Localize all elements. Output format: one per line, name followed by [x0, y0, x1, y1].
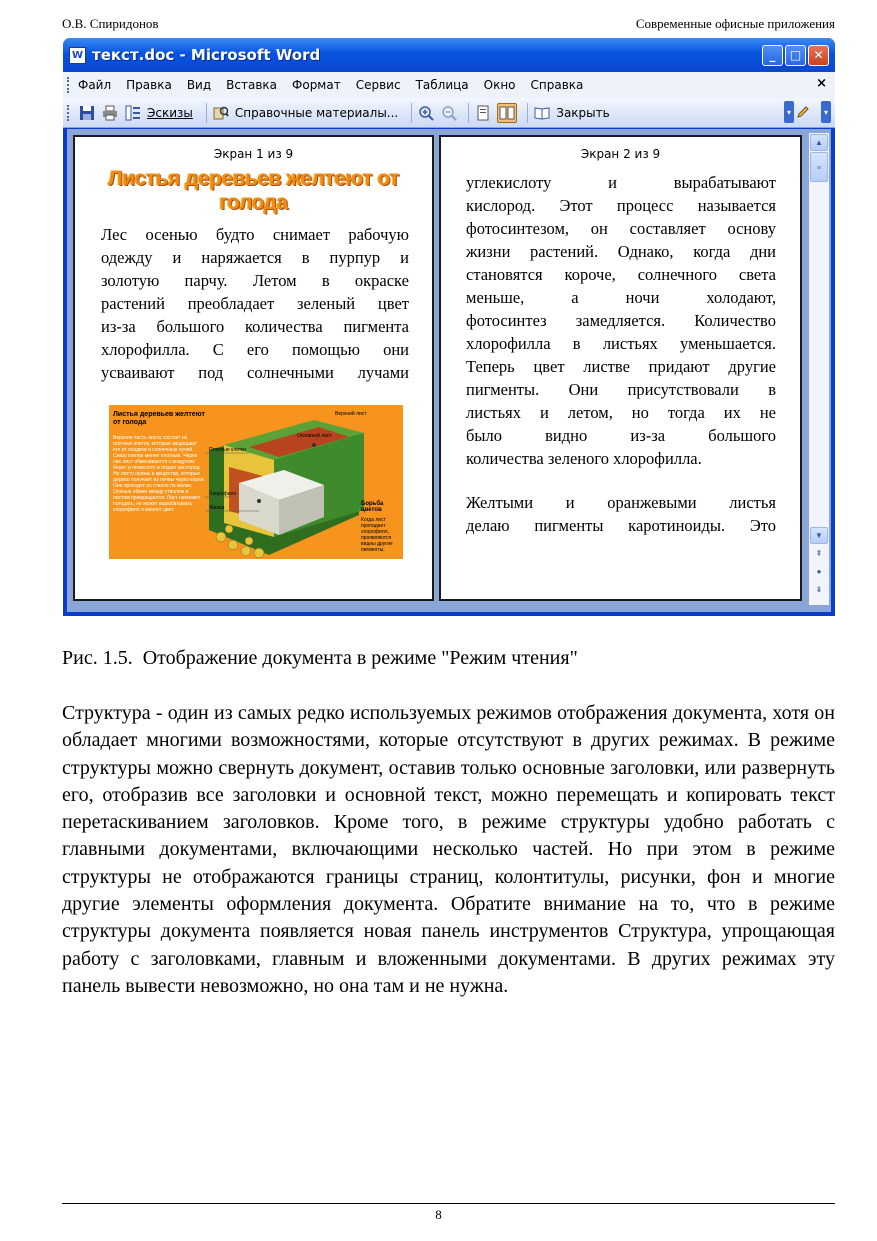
thumbnails-icon[interactable]	[124, 104, 142, 122]
screen-1-label: Экран 1 из 9	[213, 147, 294, 161]
text-line: растений преобладает зеленый цвет	[101, 294, 409, 313]
previous-page-icon[interactable]: ⇞	[810, 545, 828, 562]
toolbar-grip-icon[interactable]	[67, 105, 72, 121]
text-line: меньше, а ночи холодают,	[466, 288, 776, 307]
text-line: становятся короче, солнечного света	[466, 265, 776, 284]
toolbar-options-icon[interactable]: ▾	[821, 101, 831, 123]
text-line: Лес осенью будто снимает рабочую	[101, 225, 409, 244]
toolbar-options-icon[interactable]: ▾	[784, 101, 794, 123]
menu-file[interactable]: Файл	[78, 78, 112, 92]
text-line: золотую парчу. Летом в окраске	[101, 271, 409, 290]
word-doc-icon[interactable]: W	[69, 47, 86, 64]
body-paragraph: Структура - один из самых редко используемых режимов отображения документа, хотя он обладает многими возможностями, которые отсутствуют в других режимах. В режиме структуры можно свернуть документ, оставив только основные заголовки, или развернуть его, отобразив все заголовки и основной текст, можно перемещать и копировать текст перетаскиванием заголовков. Кроме того, в режиме структуры удобно работать с главными документами, включающими несколько частей. Но при этом в режиме структуры не отображаются границы страниц, колонтитулы, рисунки, фон и многие другие элементы оформления документа. Обратите внимание на то, что в режиме структуры документа появляется новая панель инструментов Структура, упрощающая работу с заголовками, главным и вложенными документами. В других режимах эту панель вывести невозможно, но она там и не нужна.	[62, 702, 835, 997]
screen-2-text	[466, 171, 776, 470]
menu-grip-icon[interactable]	[67, 77, 72, 93]
footer-divider	[62, 1203, 835, 1204]
two-pages-icon[interactable]	[497, 103, 517, 123]
figure-caption: Рис. 1.5. Отображение документа в режиме "Режим чтения"	[62, 647, 578, 669]
text-line: хлорофилла. С его помощью они	[101, 340, 409, 359]
screen-2-label: Экран 2 из 9	[580, 147, 661, 161]
menu-format[interactable]: Формат	[292, 78, 341, 92]
leaf-illustration	[109, 405, 403, 559]
toolbar-separator	[527, 103, 528, 123]
zoom-in-icon[interactable]	[417, 104, 435, 122]
close-document-icon[interactable]: ×	[816, 76, 827, 91]
text-line: кислород. Этот процесс называется	[466, 196, 776, 215]
text-line: усваивают под солнечными лучами	[101, 363, 409, 382]
toolbar-separator	[411, 103, 412, 123]
window-title: текст.doc - Microsoft Word	[92, 46, 321, 64]
close-reading-icon[interactable]	[533, 104, 551, 122]
reading-layout-area	[67, 129, 831, 612]
text-line: пигменты. Они присутствовали в	[466, 380, 776, 399]
article-heading: Листья деревьев желтеют от голода	[107, 167, 400, 214]
next-page-icon[interactable]: ⇟	[810, 581, 828, 598]
vertical-scrollbar[interactable]	[809, 133, 829, 605]
text-line: было видно из-за большого	[466, 426, 776, 445]
research-button[interactable]: Справочные материалы...	[234, 105, 399, 120]
text-line: из-за большого количества пигмента	[101, 317, 409, 336]
text-line: фотосинтез замедляется. Количество	[466, 311, 776, 330]
close-reading-button[interactable]: Закрыть	[556, 105, 610, 120]
actual-page-icon[interactable]	[474, 104, 492, 122]
toolbar-separator	[206, 103, 207, 123]
save-icon[interactable]	[78, 104, 96, 122]
text-line: количества зеленого хлорофилла.	[466, 449, 702, 468]
text-line: жизни растений. Однако, когда дни	[466, 242, 776, 261]
screen-2-text-continued	[466, 491, 776, 537]
text-line: делаю пигменты каротиноиды. Это	[466, 516, 776, 535]
menu-help[interactable]: Справка	[530, 78, 584, 92]
reading-screen-1	[73, 135, 434, 601]
label-upper-leaf: Верхний лист	[335, 411, 367, 417]
maximize-button[interactable]: □	[785, 45, 806, 66]
minimize-button[interactable]: _	[762, 45, 783, 66]
edit-icon[interactable]	[794, 103, 812, 121]
scroll-down-icon[interactable]: ▼	[810, 527, 828, 544]
text-line: листьях и летом, но тогда их не	[466, 403, 776, 422]
thumbnails-button[interactable]: Эскизы	[147, 105, 193, 120]
text-line: углекислоту и вырабатывают	[466, 173, 776, 192]
text-line: фотосинтезом, он составляет основу	[466, 219, 776, 238]
print-icon[interactable]	[101, 104, 119, 122]
running-header-book-title: Современные офисные приложения	[635, 16, 835, 31]
leaf-cross-section-icon	[109, 405, 403, 559]
title-bar[interactable]	[63, 38, 835, 72]
running-header	[62, 16, 835, 32]
text-line: одежду и наряжается в пурпур и	[101, 248, 409, 267]
zoom-out-icon[interactable]	[440, 104, 458, 122]
screen-1-text	[101, 223, 409, 384]
label-main-leaf: Основной лист	[297, 433, 332, 439]
label-struggle-text: Когда лист пропадает хлорофилл, проявляются видны другие пигменты.	[361, 517, 393, 553]
word-window	[63, 38, 835, 616]
label-dense-cells: Плотные клетки	[209, 447, 247, 453]
close-button[interactable]: ✕	[808, 45, 829, 66]
text-line: Теперь цвет листве придают другие	[466, 357, 776, 376]
reading-screen-2	[439, 135, 802, 601]
figure-text: Верхняя часть листа состоит из плотных клеток, которые защищают его от осадков и солнечных лучей. Снизу клетки менее плотные. Через них лист обменивается с воздухом: берет углекислоту и отдает кислород. Но листу нужны и вещества, которые дерево получает из почвы через корни. Они проходят из ствола по жилке. Осенью обмен между стволом и листом прекращается. Лист начинает голодать, не может вырабатывать хлорофилл и меняет цвет.	[113, 435, 205, 513]
menu-tools[interactable]: Сервис	[355, 78, 401, 92]
scroll-thumb[interactable]: ≡	[810, 152, 828, 182]
menu-insert[interactable]: Вставка	[226, 78, 278, 92]
menu-window[interactable]: Окно	[483, 78, 516, 92]
toolbar-separator	[468, 103, 469, 123]
label-chlorophyll: Хлорофилл	[209, 491, 237, 497]
text-line: Желтыми и оранжевыми листья	[466, 493, 776, 512]
research-icon[interactable]	[212, 104, 230, 122]
scroll-track[interactable]	[809, 183, 829, 526]
figure-title: Листья деревьев желтеют от голода	[113, 411, 205, 426]
label-struggle: Борьба цветов	[361, 501, 384, 513]
label-vein: Жилка	[209, 505, 225, 511]
reading-toolbar	[63, 98, 835, 128]
menu-table[interactable]: Таблица	[415, 78, 469, 92]
select-browse-object-icon[interactable]: ●	[810, 563, 828, 580]
menu-edit[interactable]: Правка	[126, 78, 172, 92]
menu-view[interactable]: Вид	[186, 78, 212, 92]
toolbar-overflow	[780, 101, 831, 123]
text-line: хлорофилла в листьях уменьшается.	[466, 334, 776, 353]
menu-bar	[63, 72, 835, 98]
scroll-up-icon[interactable]: ▲	[810, 134, 828, 151]
page-number: 8	[435, 1207, 442, 1222]
running-header-author: О.В. Спиридонов	[62, 16, 159, 31]
